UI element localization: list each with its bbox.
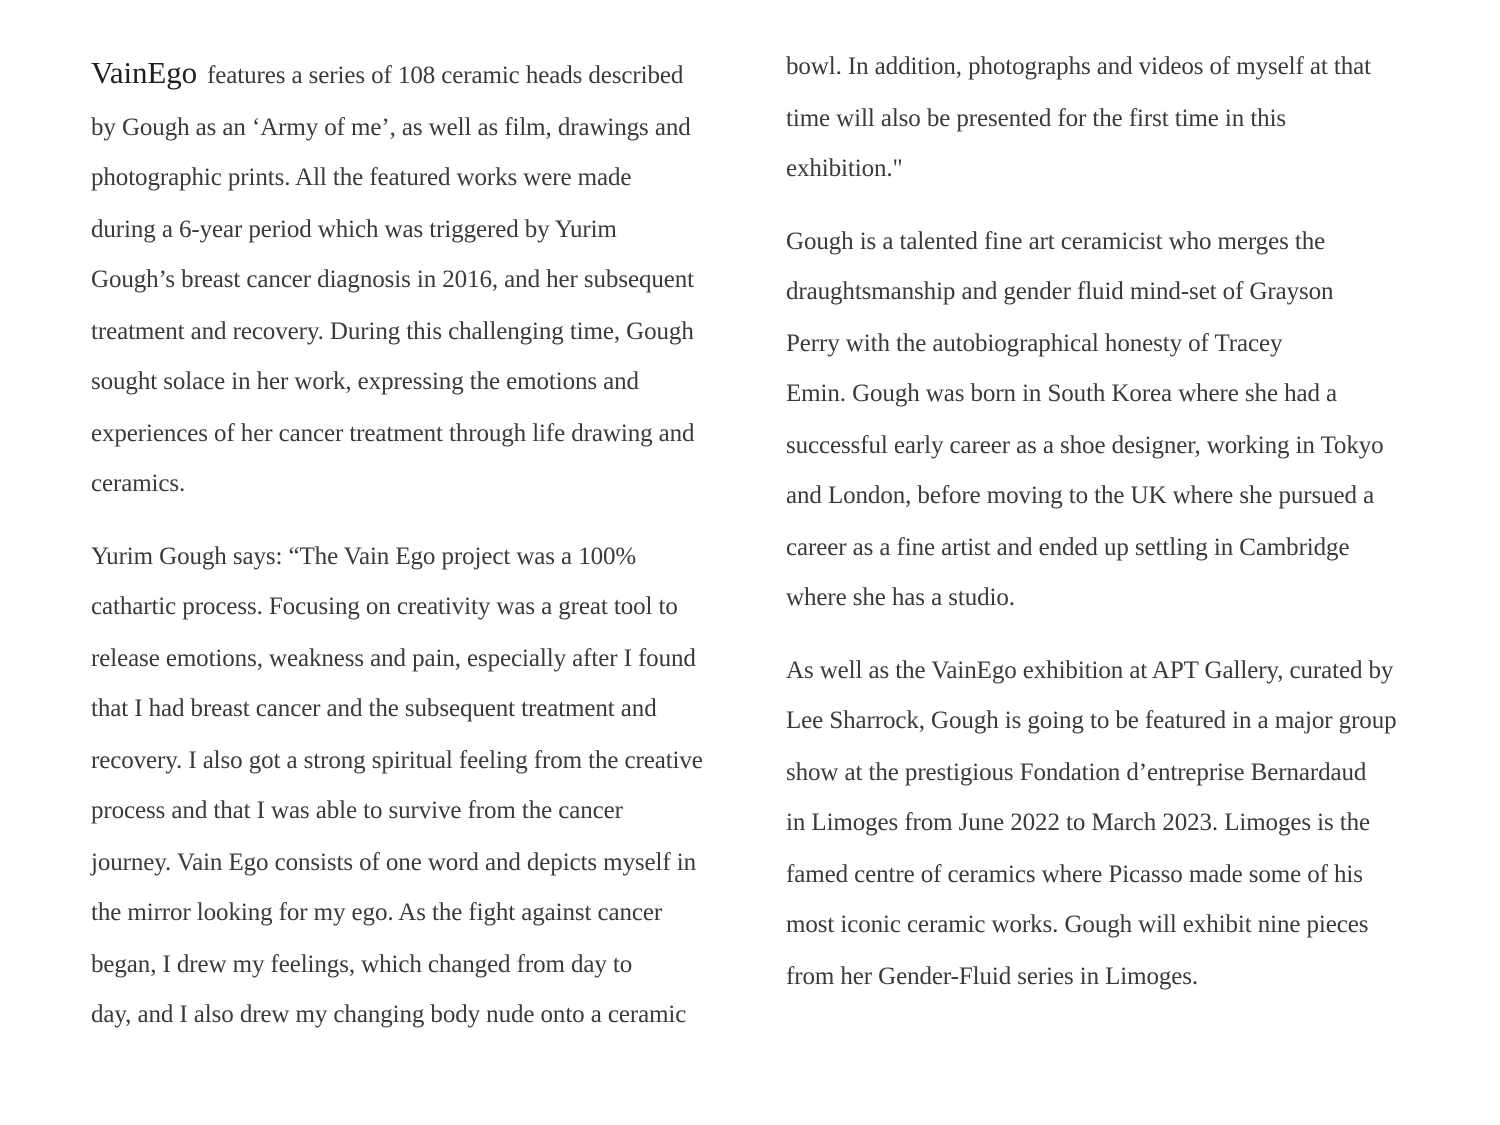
paragraph-line: Gough is a talented fine art ceramicist who merges the (786, 228, 1326, 255)
paragraph-line: release emotions, weakness and pain, especially after I found (91, 645, 696, 672)
paragraph-line: that I had breast cancer and the subsequent treatment and (91, 695, 657, 722)
paragraph-line: show at the prestigious Fondation d’entreprise Bernardaud (786, 759, 1367, 786)
paragraph-line: treatment and recovery. During this challenging time, Gough (91, 318, 694, 345)
paragraph-line: Emin. Gough was born in South Korea where she had a (786, 380, 1338, 407)
paragraph-line: and London, before moving to the UK where she pursued a (786, 482, 1375, 509)
paragraph-line: time will also be presented for the first time in this (786, 105, 1287, 132)
line-text: features a series of 108 ceramic heads described (207, 62, 684, 89)
paragraph-line: the mirror looking for my ego. As the fight against cancer (91, 899, 663, 926)
paragraph-line: journey. Vain Ego consists of one word and depicts myself in (91, 849, 697, 876)
paragraph-line: began, I drew my feelings, which changed from day to (91, 951, 633, 978)
paragraph-line: successful early career as a shoe designer, working in Tokyo (786, 432, 1384, 459)
paragraph-line: most iconic ceramic works. Gough will exhibit nine pieces (786, 911, 1369, 938)
paragraph-line: bowl. In addition, photographs and videos of myself at that (786, 53, 1371, 80)
paragraph-line: by Gough as an ‘Army of me’, as well as film, drawings and (91, 114, 691, 141)
paragraph-line: exhibition." (786, 155, 903, 182)
paragraph-line: famed centre of ceramics where Picasso made some of his (786, 861, 1363, 888)
paragraph-line: sought solace in her work, expressing the emotions and (91, 368, 639, 395)
paragraph-line: ceramics. (91, 470, 186, 497)
paragraph-line (91, 55, 684, 91)
paragraph-line: photographic prints. All the featured works were made (91, 164, 632, 191)
paragraph-line: where she has a studio. (786, 584, 1015, 611)
exhibition-title: VainEgo (91, 55, 198, 90)
paragraph-line: Yurim Gough says: “The Vain Ego project was a 100% (91, 543, 637, 570)
paragraph-line: Lee Sharrock, Gough is going to be featured in a major group (786, 707, 1397, 734)
paragraph-line: career as a fine artist and ended up settling in Cambridge (786, 534, 1350, 561)
paragraph-line: draughtsmanship and gender fluid mind-set of Grayson (786, 278, 1334, 305)
paragraph-line: Perry with the autobiographical honesty of Tracey (786, 330, 1283, 357)
paragraph-line: from her Gender-Fluid series in Limoges. (786, 963, 1199, 990)
paragraph-line: day, and I also drew my changing body nude onto a ceramic (91, 1001, 687, 1028)
paragraph-line: Gough’s breast cancer diagnosis in 2016, and her subsequent (91, 266, 694, 293)
paragraph-line: during a 6-year period which was triggered by Yurim (91, 216, 617, 243)
paragraph-line: recovery. I also got a strong spiritual feeling from the creative (91, 747, 703, 774)
paragraph-line: in Limoges from June 2022 to March 2023. Limoges is the (786, 809, 1371, 836)
paragraph-line: cathartic process. Focusing on creativity was a great tool to (91, 593, 678, 620)
paragraph-line: experiences of her cancer treatment through life drawing and (91, 420, 695, 447)
paragraph-line: process and that I was able to survive from the cancer (91, 797, 623, 824)
paragraph-line: As well as the VainEgo exhibition at APT Gallery, curated by (786, 657, 1394, 684)
